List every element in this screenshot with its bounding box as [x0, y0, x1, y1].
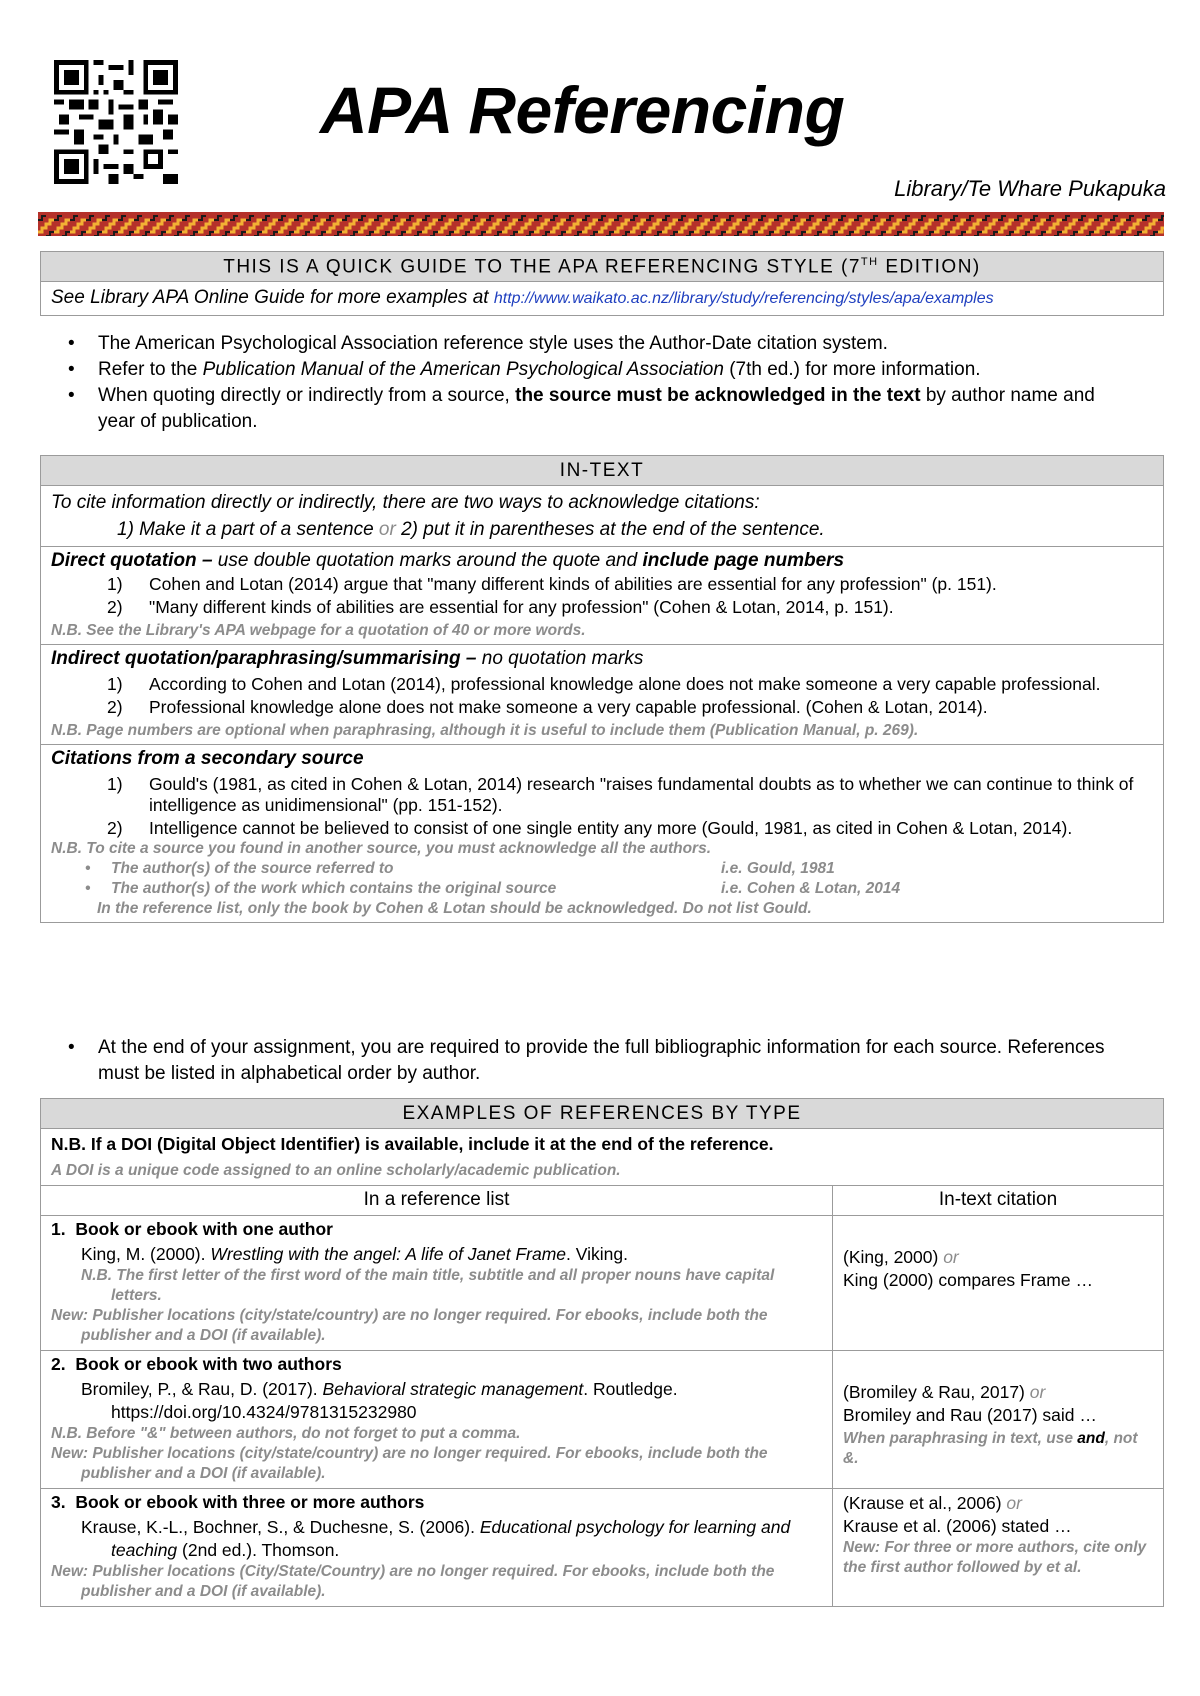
page-title: APA Referencing	[320, 73, 845, 147]
examples-heading: EXAMPLES OF REFERENCES BY TYPE	[41, 1099, 1163, 1129]
intext-heading: IN-TEXT	[41, 456, 1163, 486]
list-item: • When quoting directly or indirectly from a source, the source must be acknowledged in the text by author name and year of publication.	[98, 383, 1128, 435]
list-item: • At the end of your assignment, you are required to provide the full bibliographic information for each source. References must be listed in alphabetical order by author.	[98, 1035, 1148, 1087]
list-item: • Refer to the Publication Manual of the American Psychological Association (7th ed.) for more information.	[98, 357, 1128, 383]
doi-note: N.B. If a DOI (Digital Object Identifier) is available, include it at the end of the reference.	[51, 1134, 774, 1154]
decorative-pattern-band	[38, 212, 1164, 236]
intext-intro: To cite information directly or indirectly, there are two ways to acknowledge citations: 1) Make it a part of a sentence or 2) put it in parentheses at the end of the sentence.	[41, 486, 1163, 547]
guide-box	[40, 251, 1164, 316]
guide-see-text: See Library APA Online Guide for more examples at	[51, 287, 494, 309]
end-bullet	[62, 1035, 1148, 1087]
secondary-source-section: Citations from a secondary source 1) Gould's (1981, as cited in Cohen & Lotan, 2014) research "raises fundamental doubts as to whether we can continue to think of intelligence as unidimensional" (pp. 151-152). 2) Intelligence cannot be believed to consist of one single entity any more (Gould, 1981, as cited in Cohen & Lotan, 2014). N.B. To cite a source you found in another source, you must acknowledge all the authors. • The author(s) of the source referred to i.e. Gould, 1981 • The author(s) of the work which contains the original source i.e. Cohen & Lotan, 2014 In the reference list, only the book by Cohen & Lotan should be acknowledged. Do not list Gould.	[51, 748, 1134, 917]
library-subtitle: Library/Te Whare Pukapuka	[894, 176, 1166, 201]
direct-quotation-section: Direct quotation – use double quotation marks around the quote and include page numbers 1) Cohen and Lotan (2014) argue that "many different kinds of abilities are essential for any profession" (p. 151). 2) "Many different kinds of abilities are essential for any profession" (Cohen & Lotan, 2014, p. 151). N.B. See the Library's APA webpage for a quotation of 40 or more words.	[41, 547, 1163, 645]
table-row: 2. Book or ebook with two authors Bromiley, P., & Rau, D. (2017). Behavioral strategic management. Routledge. https://doi.org/10.4324/9781315232980 N.B. Before "&" between authors, do not forget to put a comma. New: Publisher locations (city/state/country) are no longer required. For ebooks, include both the publisher and a DOI (if available). (Bromiley & Rau, 2017) or Bromiley and Rau (2017) said … When paraphrasing in text, use and, not &.	[41, 1351, 1163, 1489]
table-header: In a reference list In-text citation	[41, 1186, 1163, 1216]
table-row: 1. Book or ebook with one author King, M. (2000). Wrestling with the angel: A life of Janet Frame. Viking. N.B. The first letter of the first word of the main title, subtitle and all proper nouns have capital letters. New: Publisher locations (city/state/country) are no longer required. For ebooks, include both the publisher and a DOI (if available). (King, 2000) or King (2000) compares Frame …	[41, 1216, 1163, 1351]
qr-code-icon	[54, 60, 178, 184]
indirect-quotation-section: Indirect quotation/paraphrasing/summarising – no quotation marks 1) According to Cohen and Lotan (2014), professional knowledge alone does not make someone a very capable professional. 2) Professional knowledge alone does not make someone a very capable professional. (Cohen & Lotan, 2014). N.B. Page numbers are optional when paraphrasing, although it is useful to include them (Publication Manual, p. 269).	[41, 645, 1163, 745]
guide-heading: THIS IS A QUICK GUIDE TO THE APA REFERENCING STYLE (7TH EDITION)	[41, 252, 1163, 282]
list-item: • The American Psychological Association reference style uses the Author-Date citation system.	[98, 331, 1128, 357]
intro-bullets	[62, 331, 1128, 435]
examples-box	[40, 1098, 1164, 1607]
table-row: 3. Book or ebook with three or more authors Krause, K.-L., Bochner, S., & Duchesne, S. (2006). Educational psychology for learning and teaching (2nd ed.). Thomson. New: Publisher locations (City/State/Country) are no longer required. For ebooks, include both the publisher and a DOI (if available). (Krause et al., 2006) or Krause et al. (2006) stated … New: For three or more authors, cite only the first author followed by et al.	[41, 1489, 1163, 1606]
doi-description: A DOI is a unique code assigned to an online scholarly/academic publication.	[51, 1162, 621, 1179]
intext-box	[40, 455, 1164, 923]
apa-guide-link[interactable]: http://www.waikato.ac.nz/library/study/referencing/styles/apa/examples	[493, 290, 994, 308]
